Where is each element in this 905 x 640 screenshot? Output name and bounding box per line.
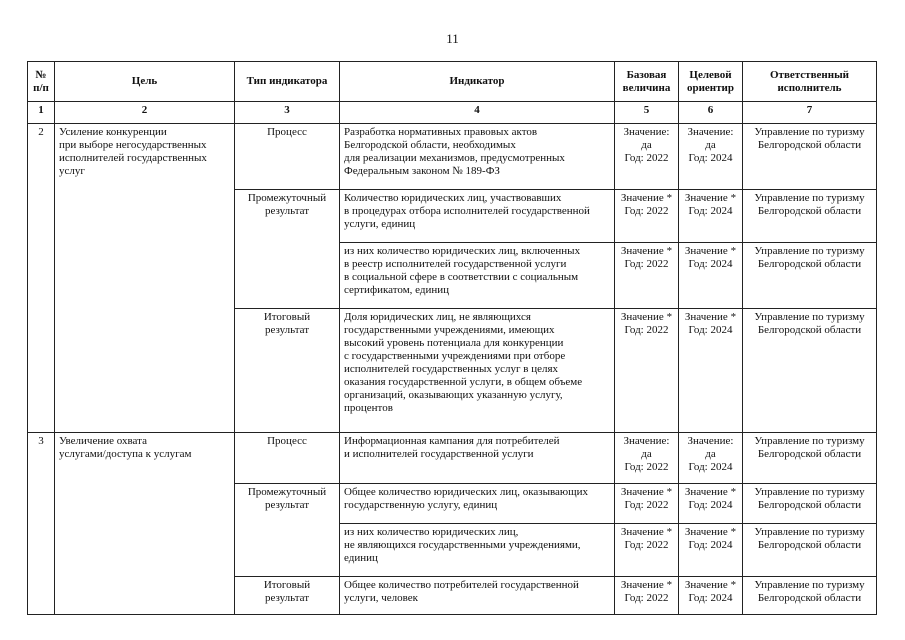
target-value-cell: Значение * Год: 2024 bbox=[679, 243, 743, 309]
column-number: 5 bbox=[615, 102, 679, 124]
base-value-cell: Значение * Год: 2022 bbox=[615, 484, 679, 524]
target-value-cell: Значение * Год: 2024 bbox=[679, 190, 743, 243]
header-target: Целевой ориентир bbox=[679, 62, 743, 102]
goal-cell: Увеличение охвата услугами/доступа к услугам bbox=[55, 433, 235, 615]
header-row bbox=[28, 62, 877, 102]
responsible-cell: Управление по туризму Белгородской области bbox=[743, 577, 877, 615]
responsible-cell: Управление по туризму Белгородской области bbox=[743, 309, 877, 433]
indicator-cell: из них количество юридических лиц, не являющихся государственными учреждениями, единиц bbox=[340, 524, 615, 577]
indicator-type-cell: Промежуточный результат bbox=[235, 190, 340, 309]
target-value-cell: Значение * Год: 2024 bbox=[679, 577, 743, 615]
row-number: 3 bbox=[28, 433, 55, 615]
base-value-cell: Значение * Год: 2022 bbox=[615, 524, 679, 577]
target-value-cell: Значение * Год: 2024 bbox=[679, 484, 743, 524]
column-number-row bbox=[28, 102, 877, 124]
responsible-cell: Управление по туризму Белгородской области bbox=[743, 484, 877, 524]
column-number: 3 bbox=[235, 102, 340, 124]
header-responsible: Ответственный исполнитель bbox=[743, 62, 877, 102]
header-indicator-type: Тип индикатора bbox=[235, 62, 340, 102]
base-value-cell: Значение: да Год: 2022 bbox=[615, 124, 679, 190]
target-value-cell: Значение * Год: 2024 bbox=[679, 524, 743, 577]
header-num: № п/п bbox=[28, 62, 55, 102]
responsible-cell: Управление по туризму Белгородской области bbox=[743, 243, 877, 309]
page-number: 11 bbox=[446, 31, 459, 46]
base-value-cell: Значение * Год: 2022 bbox=[615, 577, 679, 615]
indicator-cell: Общее количество потребителей государственной услуги, человек bbox=[340, 577, 615, 615]
indicator-cell: Информационная кампания для потребителей и исполнителей государственной услуги bbox=[340, 433, 615, 484]
responsible-cell: Управление по туризму Белгородской области bbox=[743, 433, 877, 484]
responsible-cell: Управление по туризму Белгородской области bbox=[743, 524, 877, 577]
target-value-cell: Значение * Год: 2024 bbox=[679, 309, 743, 433]
indicator-cell: Общее количество юридических лиц, оказывающих государственную услугу, единиц bbox=[340, 484, 615, 524]
table-row bbox=[28, 124, 877, 190]
indicator-cell: из них количество юридических лиц, включенных в реестр исполнителей государственной услуги в социальной сфере в соответствии с социальным сертификатом, единиц bbox=[340, 243, 615, 309]
target-value-cell: Значение: да Год: 2024 bbox=[679, 433, 743, 484]
indicator-cell: Доля юридических лиц, не являющихся государственными учреждениями, имеющих высокий уровень потенциала для конкуренции с государственными учреждениями при отборе исполнителей государственных услуг в целях оказания государственной услуги, в общем объеме организаций, оказывающих указанную услугу, процентов bbox=[340, 309, 615, 433]
indicator-type-cell: Процесс bbox=[235, 433, 340, 484]
base-value-cell: Значение * Год: 2022 bbox=[615, 309, 679, 433]
goal-cell: Усиление конкуренции при выборе негосударственных исполнителей государственных услуг bbox=[55, 124, 235, 433]
column-number: 4 bbox=[340, 102, 615, 124]
indicator-type-cell: Итоговый результат bbox=[235, 577, 340, 615]
indicator-type-cell: Процесс bbox=[235, 124, 340, 190]
base-value-cell: Значение: да Год: 2022 bbox=[615, 433, 679, 484]
column-number: 1 bbox=[28, 102, 55, 124]
target-value-cell: Значение: да Год: 2024 bbox=[679, 124, 743, 190]
base-value-cell: Значение * Год: 2022 bbox=[615, 190, 679, 243]
header-indicator: Индикатор bbox=[340, 62, 615, 102]
indicators-table bbox=[27, 61, 877, 615]
indicator-cell: Разработка нормативных правовых актов Белгородской области, необходимых для реализации механизмов, предусмотренных Федеральным законом № 189-ФЗ bbox=[340, 124, 615, 190]
indicator-type-cell: Промежуточный результат bbox=[235, 484, 340, 577]
column-number: 2 bbox=[55, 102, 235, 124]
row-number: 2 bbox=[28, 124, 55, 433]
indicator-cell: Количество юридических лиц, участвовавших в процедурах отбора исполнителей государственной услуги, единиц bbox=[340, 190, 615, 243]
table-row bbox=[28, 433, 877, 484]
header-base-value: Базовая величина bbox=[615, 62, 679, 102]
column-number: 7 bbox=[743, 102, 877, 124]
responsible-cell: Управление по туризму Белгородской области bbox=[743, 190, 877, 243]
responsible-cell: Управление по туризму Белгородской области bbox=[743, 124, 877, 190]
base-value-cell: Значение * Год: 2022 bbox=[615, 243, 679, 309]
column-number: 6 bbox=[679, 102, 743, 124]
header-goal: Цель bbox=[55, 62, 235, 102]
indicator-type-cell: Итоговый результат bbox=[235, 309, 340, 433]
